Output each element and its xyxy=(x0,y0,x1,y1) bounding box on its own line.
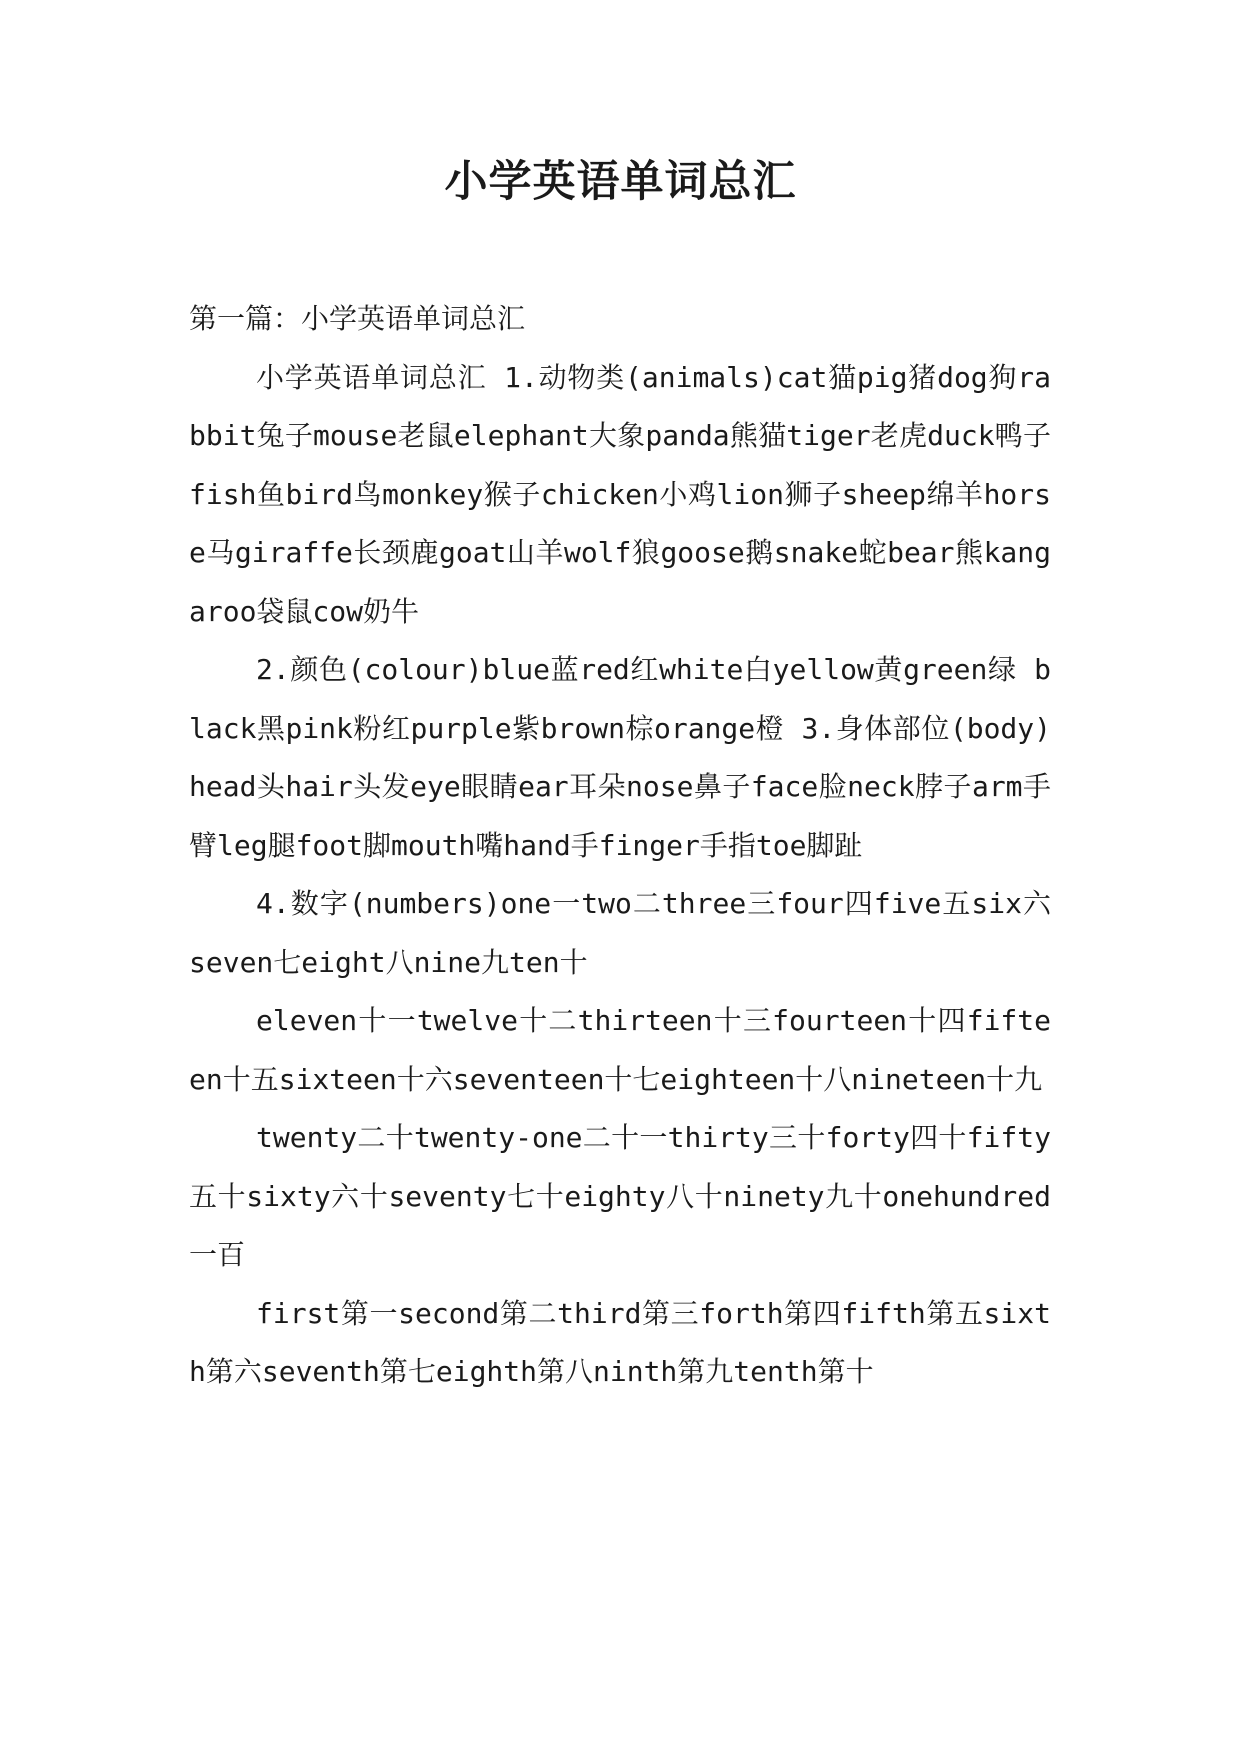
paragraph-animals: 小学英语单词总汇 1.动物类(animals)cat猫pig猪dog狗rabbit兔子mouse老鼠elephant大象panda熊猫tiger老虎duck鸭子fish鱼bird鸟monkey猴子chicken小鸡lion狮子sheep绵羊horse马giraffe长颈鹿goat山羊wolf狼goose鹅snake蛇bear熊kangaroo袋鼠cow奶牛 xyxy=(189,360,1051,628)
document-body xyxy=(189,290,1051,1402)
section-heading: 第一篇：小学英语单词总汇 xyxy=(189,302,526,335)
paragraph-numbers-11-19: eleven十一twelve十二thirteen十三fourteen十四fifteen十五sixteen十六seventeen十七eighteen十八nineteen十九 xyxy=(189,1004,1051,1096)
paragraph-numbers-tens: twenty二十twenty-one二十一thirty三十forty四十fifty五十sixty六十seventy七十eighty八十ninety九十onehundred一百 xyxy=(189,1121,1051,1271)
document-title: 小学英语单词总汇 xyxy=(444,157,797,207)
paragraph-numbers-1-10: 4.数字(numbers)one一two二three三four四five五six六seven七eight八nine九ten十 xyxy=(189,887,1051,979)
paragraph-colours-body: 2.颜色(colour)blue蓝red红white白yellow黄green绿 black黑pink粉红purple紫brown棕orange橙 3.身体部位(body)head头hair头发eye眼睛ear耳朵nose鼻子face脸neck脖子arm手臂leg腿foot脚mouth嘴hand手finger手指toe脚趾 xyxy=(189,653,1051,862)
paragraph-ordinals: first第一second第二third第三forth第四fifth第五sixth第六seventh第七eighth第八ninth第九tenth第十 xyxy=(189,1296,1051,1388)
